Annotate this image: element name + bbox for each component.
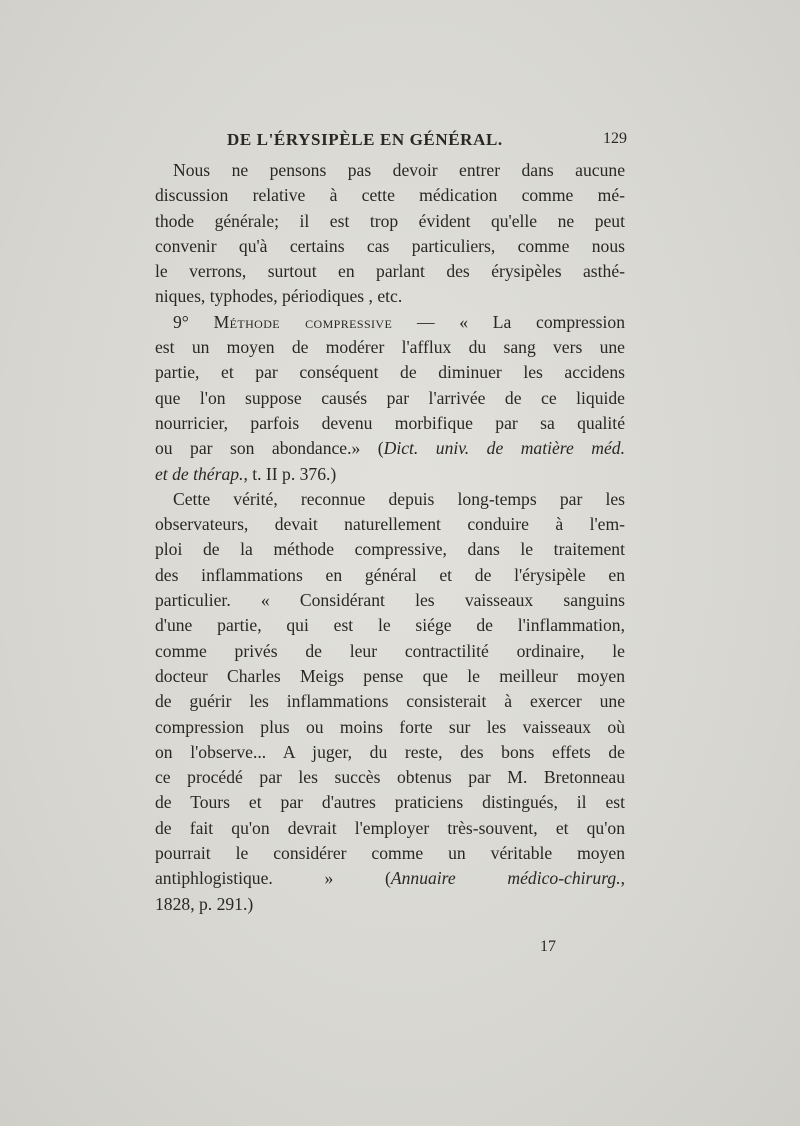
- text-line: docteur Charles Meigs pense que le meilleur moyen: [155, 665, 625, 686]
- text-line: thode générale; il est trop évident qu'elle ne peut: [155, 210, 625, 231]
- page-number: 129: [603, 130, 627, 147]
- text-line: observateurs, devait naturellement conduire à l'em-: [155, 514, 625, 535]
- page-header: [155, 128, 625, 158]
- text-line: est un moyen de modérer l'afflux du sang vers une: [155, 337, 625, 358]
- running-title: DE L'ÉRYSIPÈLE EN GÉNÉRAL.: [227, 130, 503, 149]
- text-line: que l'on suppose causés par l'arrivée de ce liquide: [155, 387, 625, 408]
- text-line: on l'observe... A juger, du reste, des bons effets de: [155, 741, 625, 762]
- text-line: d'une partie, qui est le siége de l'inflammation,: [155, 615, 625, 636]
- dict-citation: Dict. univ. de matière méd.: [383, 438, 625, 459]
- text-line: [155, 866, 625, 891]
- text-line: particulier. « Considérant les vaisseaux sanguins: [155, 590, 625, 611]
- text-line: de guérir les inflammations consisterait à exercer une: [155, 691, 625, 712]
- text-line: discussion relative à cette médication comme mé-: [155, 185, 625, 206]
- text-line: le verrons, surtout en parlant des érysipèles asthé-: [155, 261, 625, 282]
- text-line: de Tours et par d'autres praticiens distingués, il est: [155, 792, 625, 813]
- text-fragment: antiphlogistique. » (: [155, 868, 391, 889]
- text-line: des inflammations en général et de l'érysipèle en: [155, 564, 625, 585]
- text-line: Nous ne pensons pas devoir entrer dans aucune: [173, 160, 625, 180]
- text-line: partie, et par conséquent de diminuer les accidens: [155, 362, 625, 383]
- text-line: ploi de la méthode compressive, dans le traitement: [155, 539, 625, 560]
- body-text: [155, 158, 625, 917]
- text-fragment: ,: [620, 868, 625, 889]
- text-line: comme privés de leur contractilité ordinaire, le: [155, 640, 625, 661]
- text-fragment: — « La compression: [392, 311, 625, 332]
- text-line: Cette vérité, reconnue depuis long-temps par les: [173, 488, 625, 509]
- therap-citation: et de thérap.: [155, 463, 244, 484]
- text-line: de fait qu'on devrait l'employer très-souvent, et qu'on: [155, 817, 625, 838]
- text-line: 1828, p. 291.): [155, 893, 254, 914]
- method-title: Méthode compressive: [213, 311, 393, 332]
- text-line: ce procédé par les succès obtenus par M. Bretonneau: [155, 767, 625, 788]
- text-line: pourrait le considérer comme un véritable moyen: [155, 843, 625, 864]
- signature-mark: 17: [540, 938, 556, 955]
- annuaire-citation: Annuaire médico-chirurg.: [390, 868, 621, 889]
- text-line: niques, typhodes, périodiques , etc.: [155, 286, 403, 307]
- text-line: [155, 436, 625, 461]
- text-line: nourricier, parfois devenu morbifique par sa qualité: [155, 412, 625, 433]
- text-line: [155, 310, 625, 335]
- text-fragment: , t. II p. 376.): [243, 463, 337, 484]
- text-line: compression plus ou moins forte sur les vaisseaux où: [155, 716, 625, 737]
- text-fragment: ou par son abondance.» (: [155, 438, 384, 459]
- section-number: 9°: [173, 311, 214, 332]
- text-line: convenir qu'à certains cas particuliers, comme nous: [155, 235, 625, 256]
- text-line: [155, 462, 625, 487]
